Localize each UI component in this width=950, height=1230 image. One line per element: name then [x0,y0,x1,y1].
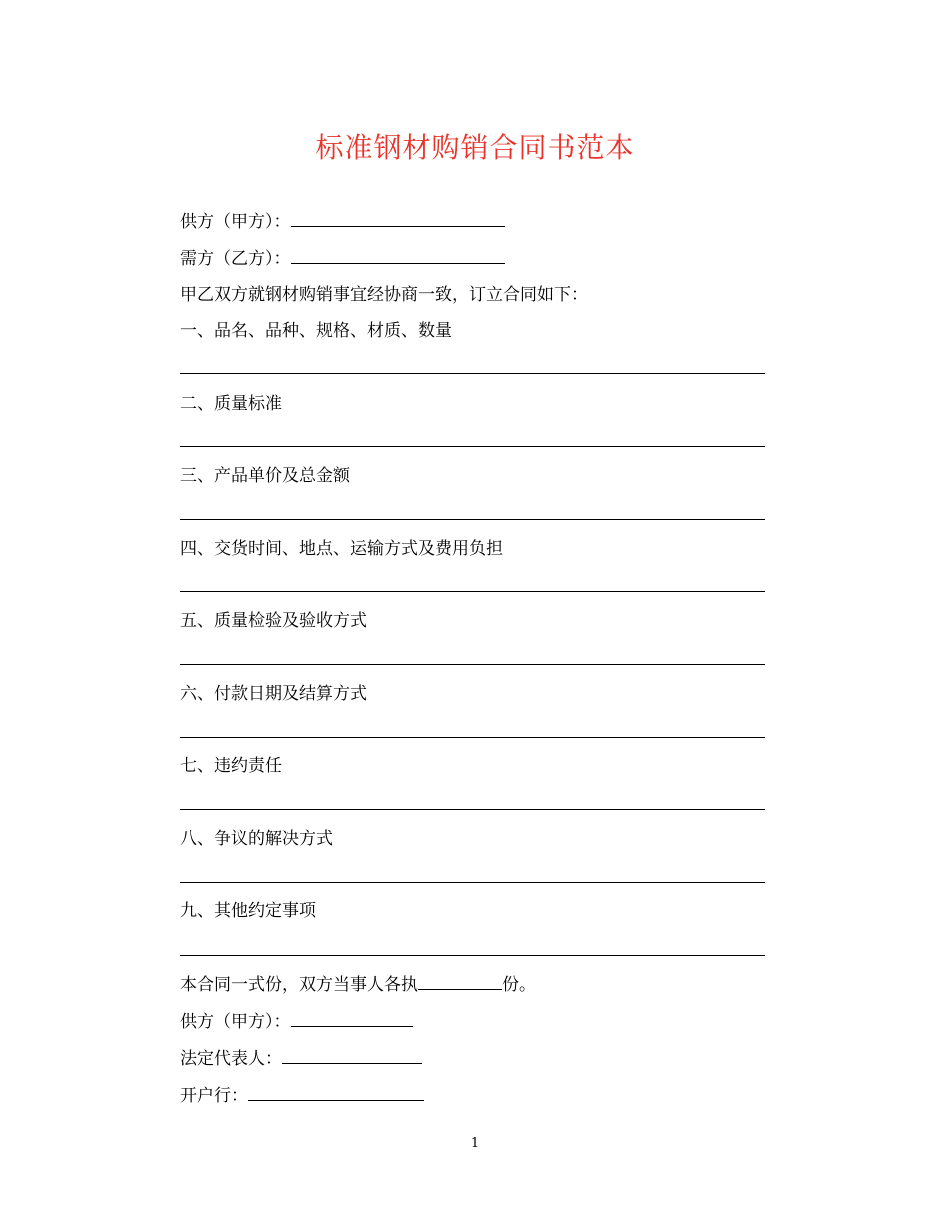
section-heading: 七、违约责任 [180,756,282,776]
section-heading: 四、交货时间、地点、运输方式及费用负担 [180,539,503,559]
bank-blank[interactable] [248,1082,424,1101]
page-number: 1 [470,1136,480,1151]
legal-rep-label: 法定代表人： [180,1049,282,1069]
sign-supplier-blank[interactable] [291,1008,413,1027]
section-heading: 九、其他约定事项 [180,901,316,921]
section-heading: 五、质量检验及验收方式 [180,611,367,631]
buyer-blank[interactable] [291,245,505,264]
document-title: 标准钢材购销合同书范本 [315,131,635,164]
bank-label: 开户行： [180,1086,248,1106]
sign-supplier-line [180,1008,413,1035]
section-blank-line[interactable] [180,373,765,374]
section-blank-line[interactable] [180,664,765,665]
buyer-label: 需方（乙方）： [180,249,291,269]
supplier-blank[interactable] [291,208,505,227]
section-blank-line[interactable] [180,519,765,520]
section-heading: 一、品名、品种、规格、材质、数量 [180,321,452,341]
section-blank-line[interactable] [180,737,765,738]
legal-rep-blank[interactable] [282,1045,422,1064]
section-heading: 六、付款日期及结算方式 [180,684,367,704]
section-blank-line[interactable] [180,955,765,956]
sign-supplier-label: 供方（甲方）： [180,1012,291,1032]
copies-text-after: 份。 [502,975,536,995]
bank-line [180,1082,424,1109]
intro-text: 甲乙双方就钢材购销事宜经协商一致，订立合同如下： [180,285,588,305]
legal-rep-line [180,1045,422,1072]
section-blank-line[interactable] [180,591,765,592]
supplier-label: 供方（甲方）： [180,212,291,232]
section-heading: 二、质量标准 [180,394,282,414]
section-blank-line[interactable] [180,882,765,883]
copies-line [180,971,536,998]
section-blank-line[interactable] [180,446,765,447]
copies-text-before: 本合同一式份，双方当事人各执 [180,975,418,995]
section-heading: 八、争议的解决方式 [180,829,333,849]
buyer-line [180,245,505,272]
section-heading: 三、产品单价及总金额 [180,466,350,486]
supplier-line [180,208,505,235]
copies-blank[interactable] [418,971,502,990]
section-blank-line[interactable] [180,809,765,810]
